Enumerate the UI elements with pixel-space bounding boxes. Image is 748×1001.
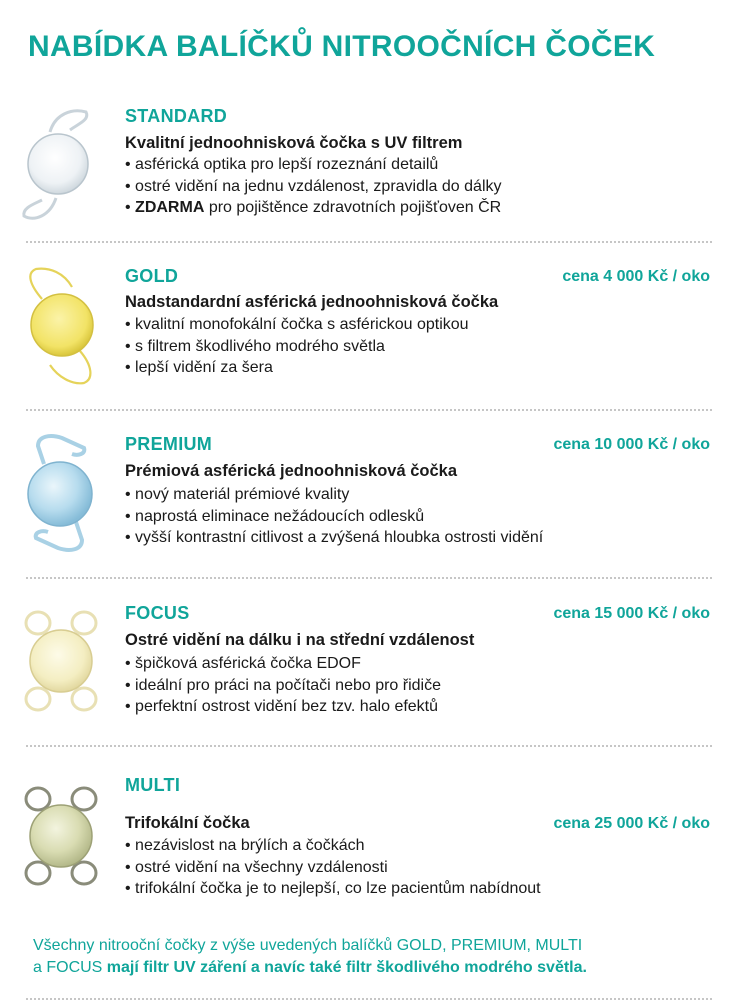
feature-item: • ideální pro práci na počítači nebo pro řidiče	[125, 675, 441, 697]
feature-item: • naprostá eliminace nežádoucích odlesků	[125, 506, 543, 528]
free-label: ZDARMA	[135, 199, 205, 216]
free-label-rest: pro pojištěnce zdravotních pojišťoven ČR	[204, 199, 502, 216]
four-loop-cream-lens-icon	[20, 605, 102, 717]
package-price: cena 25 000 Kč / oko	[553, 815, 710, 832]
package-name: MULTI	[125, 775, 181, 795]
bottom-divider	[26, 998, 712, 1000]
feature-item: • ostré vidění na jednu vzdálenost, zpravidla do dálky	[125, 176, 502, 198]
package-subtitle: Nadstandardní asférická jednoohnisková čočka	[125, 293, 499, 311]
section-divider	[26, 577, 712, 579]
package-name: STANDARD	[125, 106, 228, 126]
feature-item: • ostré vidění na všechny vzdálenosti	[125, 857, 541, 879]
package-name: PREMIUM	[125, 434, 213, 454]
section-divider	[26, 745, 712, 747]
footer-line-2	[33, 957, 587, 979]
section-divider	[26, 241, 712, 243]
section-divider	[26, 409, 712, 411]
package-price: cena 15 000 Kč / oko	[553, 605, 710, 622]
package-features	[125, 835, 541, 900]
package-name: FOCUS	[125, 603, 190, 623]
package-price: cena 10 000 Kč / oko	[553, 436, 710, 453]
package-subtitle: Prémiová asférická jednoohnisková čočka	[125, 462, 457, 480]
footer-line-1: Všechny nitrooční čočky z výše uvedených balíčků GOLD, PREMIUM, MULTI	[33, 937, 583, 954]
feature-item	[125, 197, 502, 219]
feature-item: • nový materiál prémiové kvality	[125, 484, 543, 506]
package-features	[125, 653, 441, 718]
feature-item: • kvalitní monofokální čočka s asférickou optikou	[125, 314, 469, 336]
feature-item: • nezávislost na brýlích a čočkách	[125, 835, 541, 857]
page-title: NABÍDKA BALÍČKŮ NITROOČNÍCH ČOČEK	[28, 30, 656, 63]
package-subtitle: Ostré vidění na dálku i na střední vzdálenost	[125, 631, 475, 649]
yellow-lens-icon	[20, 265, 100, 387]
feature-item: • lepší vidění za šera	[125, 357, 469, 379]
package-subtitle: Trifokální čočka	[125, 814, 250, 832]
feature-item: • vyšší kontrastní citlivost a zvýšená hloubka ostrosti vidění	[125, 527, 543, 549]
package-subtitle: Kvalitní jednoohnisková čočka s UV filtrem	[125, 134, 463, 152]
package-features	[125, 484, 543, 549]
feature-item: • asférická optika pro lepší rozeznání detailů	[125, 154, 502, 176]
footer-line-2-plain: a FOCUS	[33, 959, 107, 976]
package-features	[125, 314, 469, 379]
blue-lens-icon	[20, 432, 100, 556]
package-features	[125, 154, 502, 219]
four-loop-olive-lens-icon	[20, 781, 102, 891]
footer-note	[33, 935, 587, 979]
feature-item: • s filtrem škodlivého modrého světla	[125, 336, 469, 358]
feature-item: • špičková asférická čočka EDOF	[125, 653, 441, 675]
package-name: GOLD	[125, 266, 179, 286]
footer-line-2-bold: mají filtr UV záření a navíc také filtr škodlivého modrého světla.	[106, 959, 587, 976]
package-price: cena 4 000 Kč / oko	[562, 268, 710, 285]
feature-item: • trifokální čočka je to nejlepší, co lze pacientům nabídnout	[125, 878, 541, 900]
feature-item: • perfektní ostrost vidění bez tzv. halo efektů	[125, 696, 441, 718]
clear-single-focus-lens-icon	[20, 106, 92, 224]
